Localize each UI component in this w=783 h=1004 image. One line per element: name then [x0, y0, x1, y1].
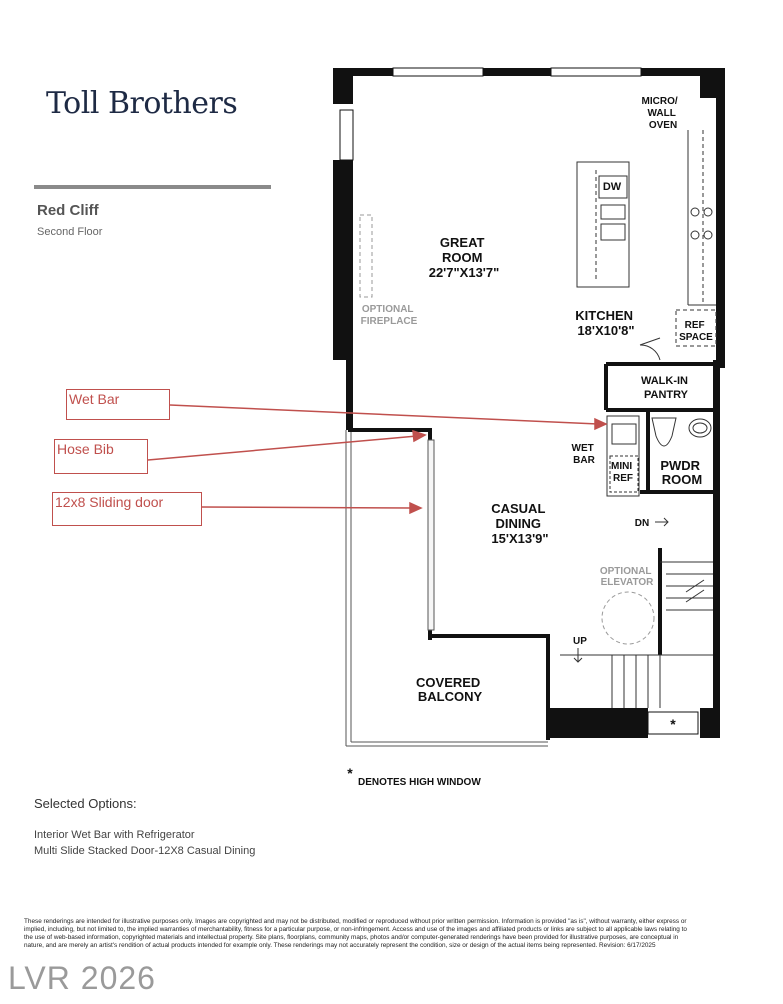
optional-fireplace-outline	[360, 215, 372, 297]
high-window-star: *	[670, 716, 676, 732]
stairs-up-label: UP	[573, 636, 587, 647]
legal-disclaimer: These renderings are intended for illustrative purposes only. Images are copyrighted and may not be distributed, modified or reproduced without prior written permission. Information is provided "as is", without warranty, either express or implied, including, but not limited to, the implied warranties of merchantability, fitness for a particular purpose, or non-infringement. Access and use of the images and affiliated products or links are subject to all applicable laws relating to the use of web-based information, copyrighted materials and intellectual property. Site plans, floorplans, community maps, photos and/or computer-generated renderings have been provided for illustrative purposes, are conceptual in nature, and are merely an artist's rendition of actual products intended for example only. These renderings may not accurately represent the condition, size or design of the actual items being represented. Revision: 6/17/2025	[24, 918, 687, 949]
ref-space-label: REF SPACE	[679, 320, 713, 343]
pantry-label: WALK-IN PANTRY	[640, 375, 688, 401]
optional-elevator-label: OPTIONAL ELEVATOR	[599, 566, 654, 588]
selected-options-title: Selected Options:	[34, 796, 137, 811]
callout-arrows	[148, 405, 606, 513]
sliding-door	[428, 440, 434, 630]
dishwasher-label: DW	[602, 181, 622, 193]
legend-text: DENOTES HIGH WINDOW	[358, 777, 481, 788]
powder-room-fixtures	[652, 418, 711, 446]
selected-option-item: Interior Wet Bar with Refrigerator	[34, 829, 195, 841]
callout-sliding-door: 12x8 Sliding door	[52, 492, 202, 526]
legend-star: *	[347, 765, 353, 781]
stairs	[560, 518, 713, 708]
optional-elevator-outline	[602, 592, 654, 644]
powder-room-label: PWDR ROOM	[660, 458, 703, 487]
casual-dining-label: CASUAL DINING 15'X13'9"	[491, 501, 549, 546]
selected-option-item: Multi Slide Stacked Door-12X8 Casual Dining	[34, 845, 256, 857]
stairs-down-label: DN	[634, 518, 650, 529]
floor-name: Second Floor	[37, 226, 103, 238]
model-name: Red Cliff	[37, 202, 99, 219]
covered-balcony-label: COVERED BALCONY	[416, 675, 483, 704]
micro-oven-label: MICRO/ WALL OVEN	[641, 96, 678, 131]
callout-wet-bar: Wet Bar	[66, 389, 170, 420]
high-window-legend	[347, 765, 481, 788]
brand-logo: Toll Brothers	[46, 86, 238, 121]
watermark: LVR 2026	[8, 960, 156, 996]
mini-ref-label: MINI REF	[611, 461, 633, 484]
wet-bar-fixture	[607, 416, 639, 496]
great-room-label: GREAT ROOM 22'7"X13'7"	[428, 235, 500, 280]
optional-fireplace-label: OPTIONAL FIREPLACE	[360, 304, 418, 327]
callout-hose-bib: Hose Bib	[54, 439, 148, 474]
wet-bar-label: WET BAR	[571, 443, 595, 466]
kitchen-label: KITCHEN 18'X10'8"	[575, 308, 635, 338]
